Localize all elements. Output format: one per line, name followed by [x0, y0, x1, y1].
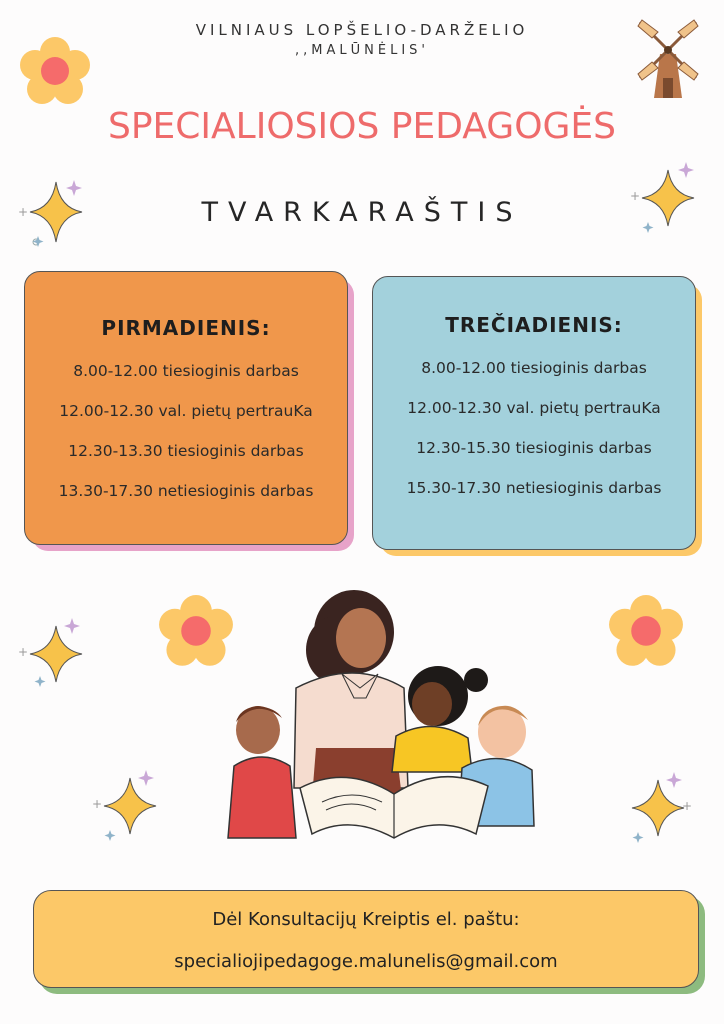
teacher-with-children-illustration — [226, 588, 538, 868]
svg-text:+: + — [630, 189, 641, 203]
schedule-card-wednesday — [372, 276, 696, 550]
page-subtitle: TVARKARAŠTIS — [201, 197, 523, 228]
page-title: SPECIALIOSIOS PEDAGOGĖS — [107, 106, 617, 147]
day-title: TREČIADIENIS: — [445, 313, 623, 337]
sparkle-icon — [90, 768, 170, 848]
svg-text:+: + — [682, 799, 693, 813]
day-title: PIRMADIENIS: — [101, 316, 271, 340]
flower-icon — [606, 594, 686, 670]
contact-email: specialiojipedagoge.malunelis@gmail.com — [174, 951, 558, 972]
contact-title: Dėl Konsultacijų Kreiptis el. paštu: — [212, 909, 520, 930]
schedule-slot: 12.00-12.30 val. pietų pertrauKa — [59, 402, 313, 420]
header-school-name: ,,MALŪNĖLIS' — [295, 43, 429, 58]
flower-icon — [18, 36, 92, 108]
sparkle-icon — [16, 616, 96, 696]
schedule-slot: 15.30-17.30 netiesioginis darbas — [406, 479, 662, 497]
schedule-slot: 13.30-17.30 netiesioginis darbas — [58, 482, 314, 500]
svg-text:+: + — [92, 797, 103, 811]
schedule-slot: 12.30-13.30 tiesioginis darbas — [68, 442, 304, 460]
schedule-card-monday — [24, 271, 348, 545]
schedule-slot: 12.30-15.30 tiesioginis darbas — [416, 439, 652, 457]
svg-text:+: + — [18, 205, 29, 219]
schedule-slot: 8.00-12.00 tiesioginis darbas — [73, 362, 299, 380]
schedule-slot: 12.00-12.30 val. pietų pertrauKa — [407, 399, 661, 417]
flower-icon — [156, 594, 236, 670]
windmill-icon — [632, 12, 704, 102]
schedule-slot: 8.00-12.00 tiesioginis darbas — [421, 359, 647, 377]
svg-text:+: + — [18, 645, 29, 659]
header-school-line: VILNIAUS LOPŠELIO-DARŽELIO — [195, 21, 529, 39]
contact-box — [33, 890, 699, 988]
sparkle-icon — [618, 770, 698, 850]
